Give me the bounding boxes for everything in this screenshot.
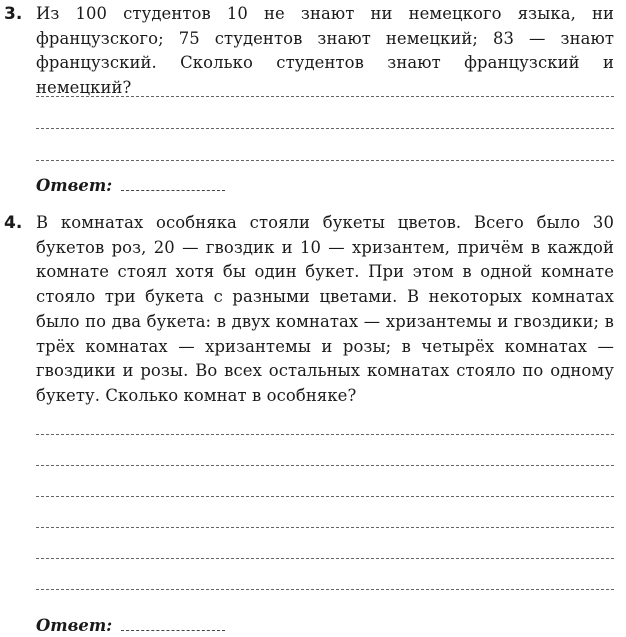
work-line[interactable] <box>36 589 614 590</box>
problem-statement: Из 100 студентов 10 не знают ни немецкого языка, ни французского; 75 студентов знают немецкий; 83 — знают французский. Сколько студентов знают французский и немецкий? <box>36 4 614 98</box>
problem-number: 3. <box>4 4 23 24</box>
problem-4 <box>0 211 626 637</box>
answer-work-lines <box>36 434 614 590</box>
answer-row <box>36 615 225 637</box>
work-line[interactable] <box>36 160 614 161</box>
problem-number: 4. <box>4 213 23 233</box>
answer-blank[interactable] <box>121 629 225 631</box>
answer-label: Ответ: <box>36 176 113 195</box>
work-line[interactable] <box>36 465 614 466</box>
work-line[interactable] <box>36 558 614 559</box>
work-line[interactable] <box>36 128 614 129</box>
answer-blank[interactable] <box>121 189 225 191</box>
answer-work-lines <box>36 96 614 161</box>
work-line[interactable] <box>36 527 614 528</box>
problem-statement: В комнатах особняка стояли букеты цветов. Всего было 30 букетов роз, 20 — гвоздик и 10 — хризантем, причём в каждой комнате стоял хотя бы один букет. При этом в одной комнате стояло три букета с разными цветами. В некоторых комнатах было по два букета: в двух комнатах — хризантемы и гвоздики; в трёх комнатах — хризантемы и розы; в четырёх комнатах — гвоздики и розы. Во всех остальных комнатах стояло по одному букету. Сколько комнат в особняке? <box>36 213 614 405</box>
work-line[interactable] <box>36 434 614 435</box>
problem-3 <box>0 2 626 202</box>
answer-label: Ответ: <box>36 616 113 635</box>
work-line[interactable] <box>36 496 614 497</box>
work-line[interactable] <box>36 96 614 97</box>
answer-row <box>36 175 225 197</box>
